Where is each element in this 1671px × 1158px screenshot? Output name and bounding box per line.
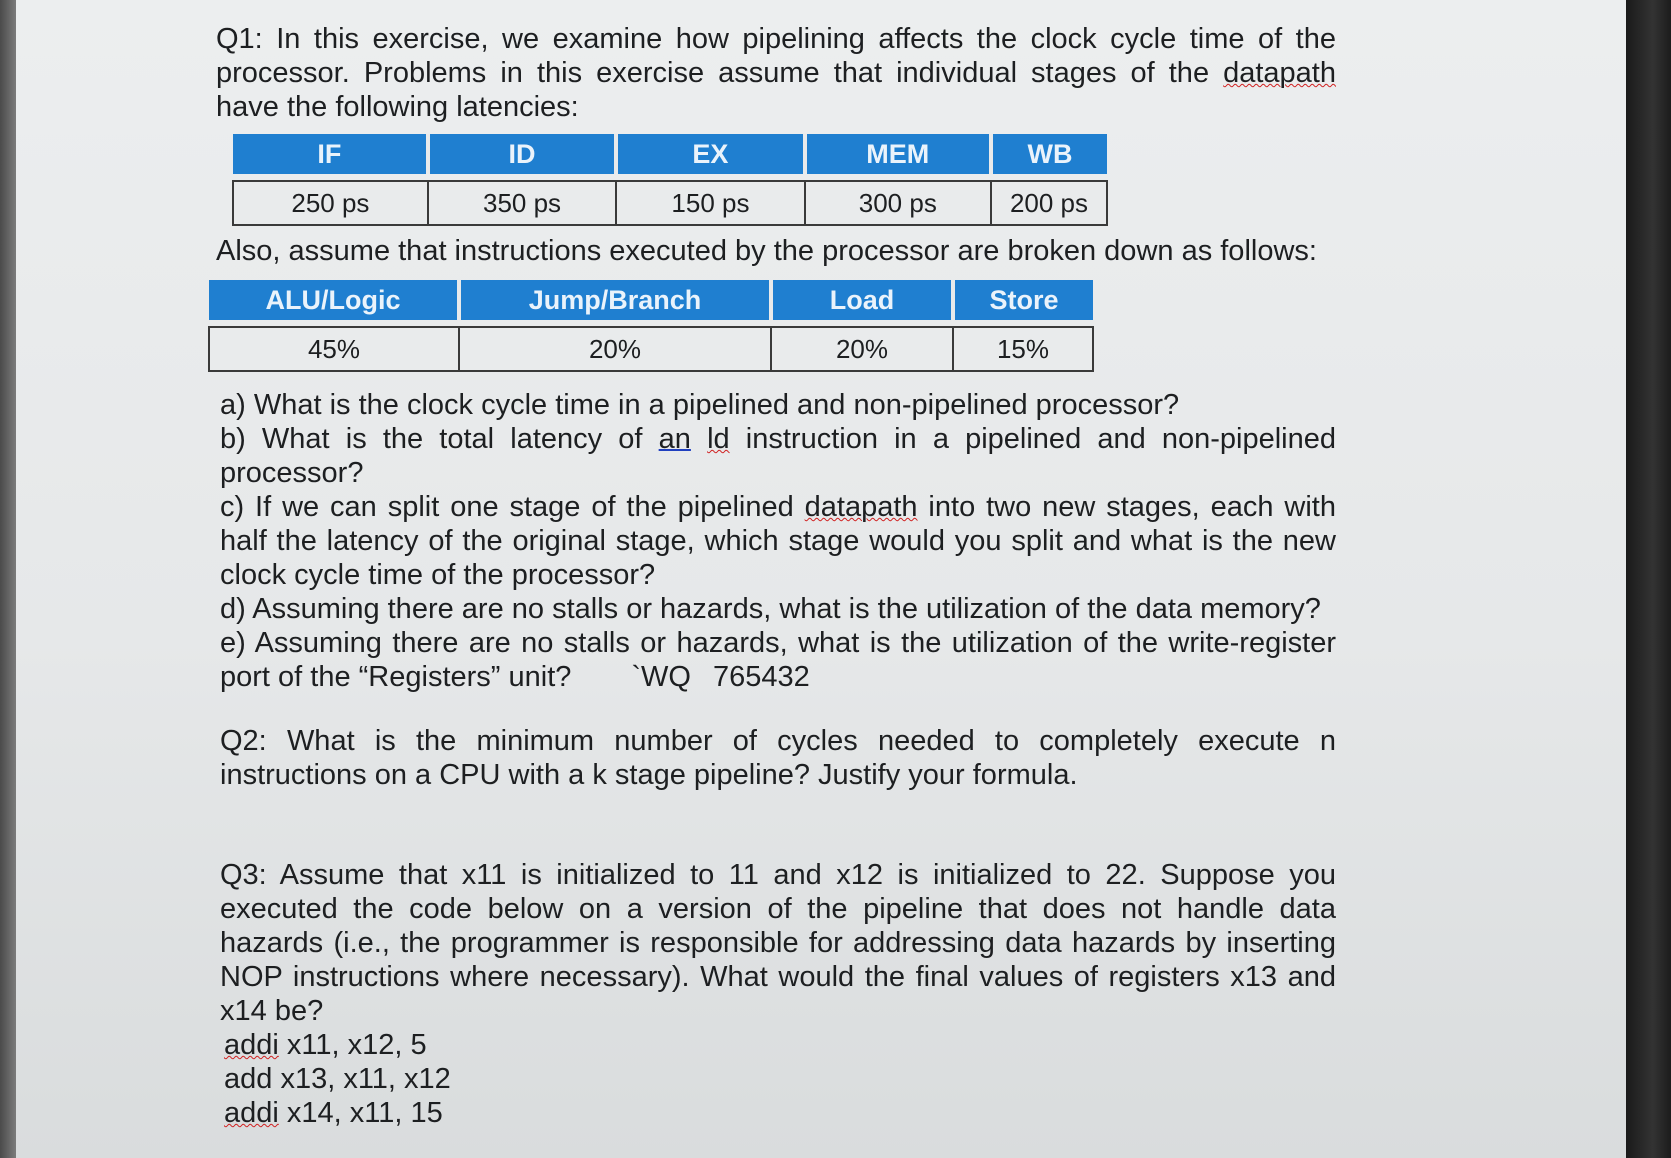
mix-value-jump: 20%: [459, 327, 771, 371]
stage-latency-mem: 300 ps: [805, 181, 991, 225]
stray-code: `WQ: [631, 661, 691, 693]
q1-question-b: b) What is the total latency of an ld instruction in a pipelined and non-pipelined processor?: [220, 423, 1337, 489]
q3-text: Q3: Assume that x11 is initialized to 11 and x12 is initialized to 22. Suppose you executed the code below on a version of the pipeline that does not handle data hazards (i.e., the programmer is responsible for addressing data hazards by inserting NOP instructions where necessary). What would the final values of registers x13 and x14 be?: [220, 859, 1336, 1027]
code-line-1: addi x11, x12, 5: [224, 1029, 427, 1061]
q1-intro: Q1: In this exercise, we examine how pipelining affects the clock cycle time of the processor. Problems in this exercise assume that individual stages of the datapath have the following latencies:: [216, 23, 1336, 123]
stray-number: 765432: [712, 661, 810, 693]
monitor-bezel: [1626, 0, 1671, 1158]
spellcheck-word-datapath-2: datapath: [804, 491, 918, 523]
mix-value-load: 20%: [771, 327, 953, 371]
q1-question-c: c) If we can split one stage of the pipelined datapath into two new stages, each with half the latency of the original stage, which stage would you split and what is the new clock cycle time of the processor?: [220, 491, 1336, 591]
q3-block: [216, 858, 1336, 1130]
spellcheck-word-addi: addi: [224, 1029, 279, 1061]
stage-latency-if: 250 ps: [233, 181, 428, 225]
stage-latency-wb: 200 ps: [991, 181, 1107, 225]
mix-value-store: 15%: [953, 327, 1093, 371]
stage-header-ex: EX: [616, 134, 804, 174]
left-edge: [0, 0, 16, 1158]
mix-header-alu: ALU/Logic: [209, 280, 459, 320]
mix-header-load: Load: [771, 280, 953, 320]
stage-header-id: ID: [428, 134, 616, 174]
code-line-2: add x13, x11, x12: [224, 1063, 451, 1095]
stage-latency-table: [232, 134, 1108, 226]
stage-latency-id: 350 ps: [428, 181, 616, 225]
mix-value-alu: 45%: [209, 327, 459, 371]
grammar-word-an: an: [658, 423, 691, 455]
document-content: [216, 22, 1336, 1130]
code-line-3: addi x14, x11, 15: [224, 1097, 443, 1129]
stage-header-if: IF: [233, 134, 428, 174]
q1-question-d: d) Assuming there are no stalls or hazards, what is the utilization of the data memory?: [220, 593, 1321, 625]
instruction-mix-intro: Also, assume that instructions executed by the processor are broken down as follows:: [216, 235, 1317, 267]
stage-latency-ex: 150 ps: [616, 181, 804, 225]
q1-question-e: e) Assuming there are no stalls or hazards, what is the utilization of the write-register port of the “Registers” unit? `WQ 765432: [220, 627, 1336, 693]
q2-text: Q2: What is the minimum number of cycles needed to completely execute n instructions on a CPU with a k stage pipeline? Justify your formula.: [220, 725, 1336, 791]
mix-header-jump: Jump/Branch: [459, 280, 771, 320]
stage-header-wb: WB: [991, 134, 1107, 174]
mix-header-store: Store: [953, 280, 1093, 320]
spellcheck-word-ld: ld: [707, 423, 730, 455]
instruction-mix-table: [208, 280, 1094, 372]
spellcheck-word-addi-2: addi: [224, 1097, 279, 1129]
q1-subquestions: [216, 388, 1336, 694]
q1-question-a: a) What is the clock cycle time in a pipelined and non-pipelined processor?: [220, 389, 1180, 421]
spellcheck-word-datapath: datapath: [1223, 57, 1336, 89]
stage-header-mem: MEM: [805, 134, 991, 174]
